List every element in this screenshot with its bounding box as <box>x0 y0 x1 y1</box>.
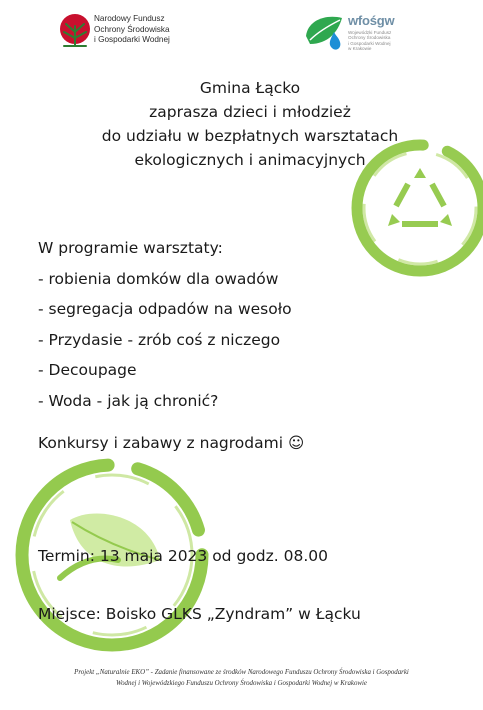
invitation-line: ekologicznych i animacyjnych <box>134 151 366 169</box>
wfosigw-subtitle <box>348 30 410 52</box>
wfosigw-sub-line-1: Wojewódzki Fundusz <box>348 30 392 35</box>
tree-logo-icon <box>58 12 92 50</box>
program-item: - Przydasie - zrób coś z niczego <box>38 330 281 349</box>
water-drop-leaf-icon <box>302 10 348 56</box>
nfosigw-name <box>94 14 204 46</box>
invitation-line: Gmina Łącko <box>199 79 301 97</box>
program-heading: W programie warsztaty: <box>38 239 223 257</box>
workshop-program <box>38 233 458 416</box>
invitation-title <box>40 76 460 172</box>
wfosigw-logo <box>302 10 412 64</box>
wfosigw-brand: wfośgw <box>348 13 395 28</box>
wfosigw-sub-line-3: i Gospodarki Wodnej <box>348 40 391 46</box>
program-item: - segregacja odpadów na wesoło <box>38 300 292 318</box>
funding-footer <box>20 667 463 689</box>
wfosigw-sub-line-4: w Krakowie <box>348 46 372 52</box>
event-date: Termin: 13 maja 2023 od godz. 08.00 <box>38 547 328 565</box>
footer-line-2: Wodnej i Wojewódzkiego Funduszu Ochrony Środowiska i Gospodarki Wodnej w Krakowie <box>116 680 367 687</box>
invitation-line: do udziału w bezpłatnych warsztatach <box>101 127 399 145</box>
wfosigw-sub-line-2: Ochrony Środowiska <box>348 35 391 41</box>
nfosigw-line-2: Ochrony Środowiska <box>94 24 170 34</box>
nfosigw-logo <box>58 12 198 52</box>
program-item: - Decoupage <box>38 361 137 379</box>
contests-text: Konkursy i zabawy z nagrodami ☺ <box>38 434 305 452</box>
event-location: Miejsce: Boisko GLKS „Zyndram” w Łącku <box>38 605 361 623</box>
nfosigw-line-1: Narodowy Fundusz <box>94 14 165 23</box>
invitation-line: zaprasza dzieci i młodzież <box>149 103 351 121</box>
program-item: - Woda - jak ją chronić? <box>38 391 219 410</box>
program-item: - robienia domków dla owadów <box>38 269 279 288</box>
nfosigw-line-3: i Gospodarki Wodnej <box>94 35 170 44</box>
footer-line-1: Projekt „Naturalnie EKO” - Zadanie finansowane ze środków Narodowego Funduszu Ochrony Środowiska i Gospodarki <box>74 669 409 676</box>
